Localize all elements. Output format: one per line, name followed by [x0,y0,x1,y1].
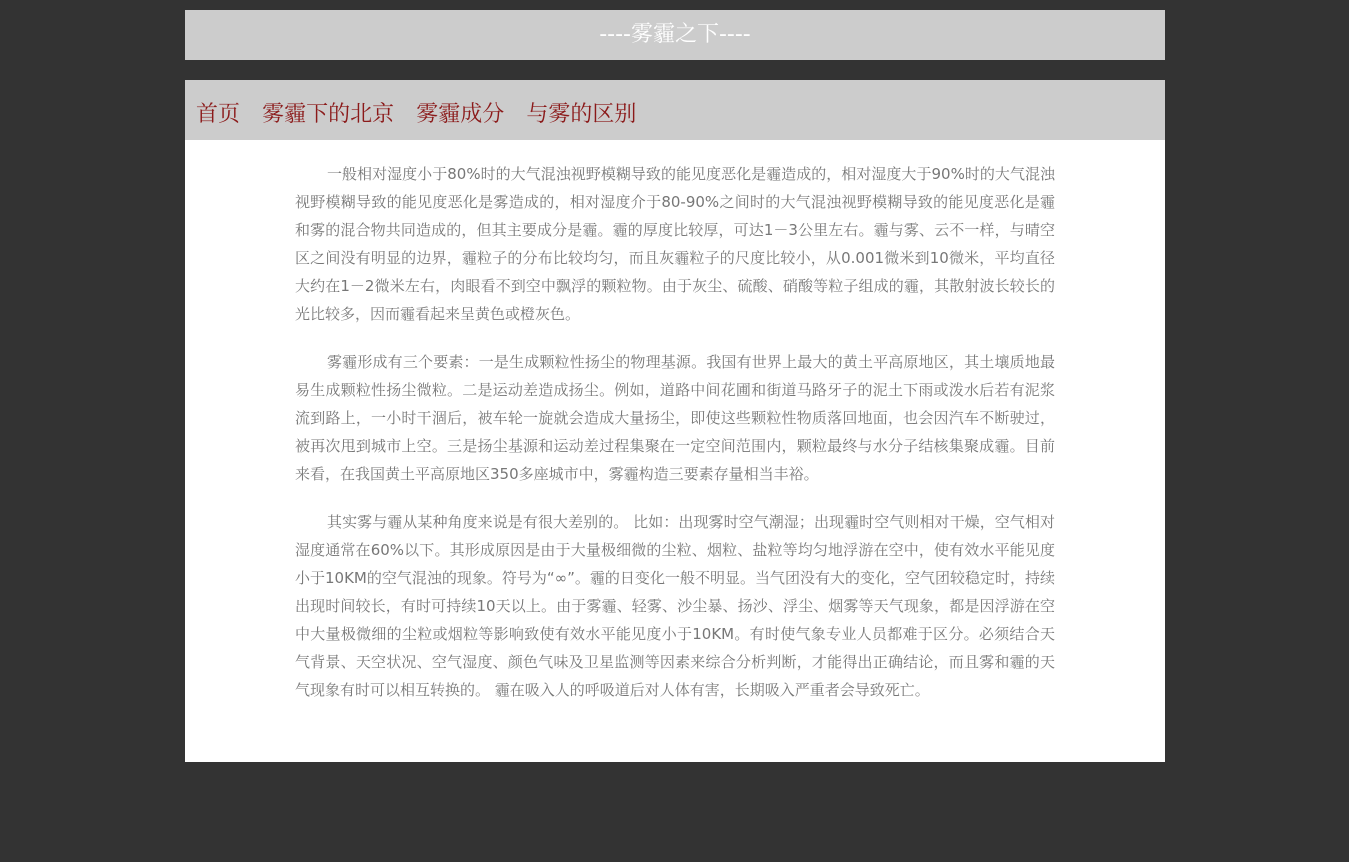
nav-item-haze-composition[interactable]: 雾霾成分 [416,102,505,127]
site-header [185,10,1165,60]
article [295,160,1055,724]
nav-bar [185,80,1165,140]
nav-item-beijing-under-haze[interactable]: 雾霾下的北京 [262,102,395,127]
nav-item-home[interactable]: 首页 [196,102,241,127]
site-title: ----雾霾之下---- [599,22,751,47]
article-paragraph-2: 雾霾形成有三个要素：一是生成颗粒性扬尘的物理基源。我国有世界上最大的黄土平高原地区，其土壤质地最易生成颗粒性扬尘微粒。二是运动差造成扬尘。例如，道路中间花圃和街道马路牙子的泥土下雨或泼水后若有泥浆流到路上，一小时干涸后，被车轮一旋就会造成大量扬尘，即使这些颗粒性物质落回地面，也会因汽车不断驶过，被再次甩到城市上空。三是扬尘基源和运动差过程集聚在一定空间范围内，颗粒最终与水分子结核集聚成霾。目前来看，在我国黄土平高原地区350多座城市中，雾霾构造三要素存量相当丰裕。 [295,353,1055,483]
nav-item-difference-from-fog[interactable]: 与雾的区别 [526,102,637,127]
article-paragraph-3: 其实雾与霾从某种角度来说是有很大差别的。 比如：出现雾时空气潮湿；出现霾时空气则相对干燥，空气相对湿度通常在60%以下。其形成原因是由于大量极细微的尘粒、烟粒、盐粒等均匀地浮游在空中，使有效水平能见度小于10KM的空气混浊的现象。符号为“∞”。霾的日变化一般不明显。当气团没有大的变化，空气团较稳定时，持续出现时间较长，有时可持续10天以上。由于雾霾、轻雾、沙尘暴、扬沙、浮尘、烟雾等天气现象，都是因浮游在空中大量极微细的尘粒或烟粒等影响致使有效水平能见度小于10KM。有时使气象专业人员都难于区分。必须结合天气背景、天空状况、空气湿度、颜色气味及卫星监测等因素来综合分析判断，才能得出正确结论，而且雾和霾的天气现象有时可以相互转换的。 霾在吸入人的呼吸道后对人体有害，长期吸入严重者会导致死亡。 [295,513,1055,699]
article-paragraph-1: 一般相对湿度小于80%时的大气混浊视野模糊导致的能见度恶化是霾造成的，相对湿度大于90%时的大气混浊视野模糊导致的能见度恶化是雾造成的，相对湿度介于80-90%之间时的大气混浊视野模糊导致的能见度恶化是霾和雾的混合物共同造成的，但其主要成分是霾。霾的厚度比较厚，可达1－3公里左右。霾与雾、云不一样，与晴空区之间没有明显的边界，霾粒子的分布比较均匀，而且灰霾粒子的尺度比较小，从0.001微米到10微米，平均直径大约在1－2微米左右，肉眼看不到空中飘浮的颗粒物。由于灰尘、硫酸、硝酸等粒子组成的霾，其散射波长较长的光比较多，因而霾看起来呈黄色或橙灰色。 [295,165,1055,323]
content-panel [185,140,1165,762]
